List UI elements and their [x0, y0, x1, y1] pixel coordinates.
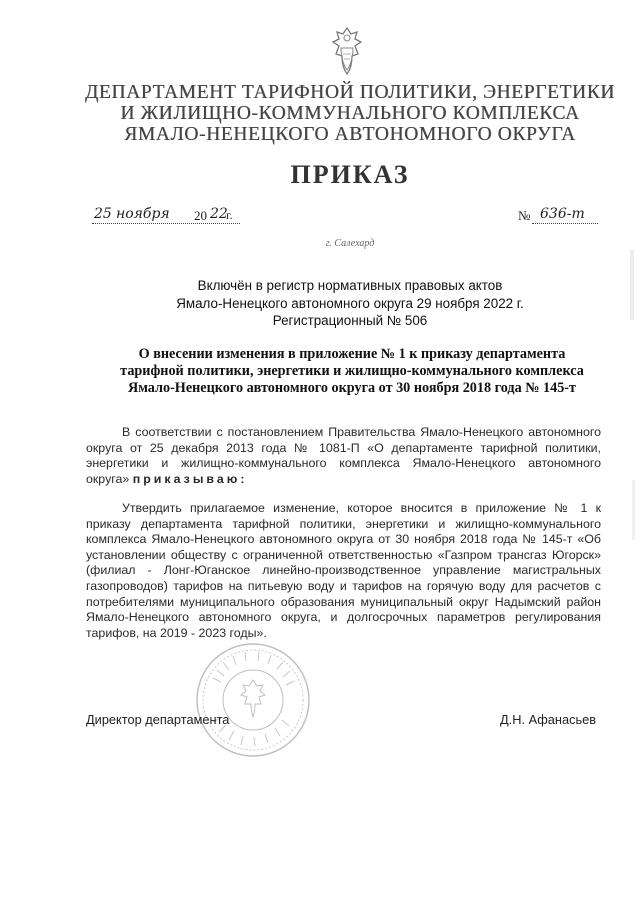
- department-line-2: И ЖИЛИЩНО-КОММУНАЛЬНОГО КОМПЛЕКСА: [120, 103, 580, 124]
- department-line-3: ЯМАЛО-НЕНЕЦКОГО АВТОНОМНОГО ОКРУГА: [124, 124, 576, 145]
- registration-line-1: Включён в регистр нормативных правовых актов: [197, 278, 503, 293]
- date-underline: [92, 223, 240, 224]
- scan-artifact: [632, 480, 635, 540]
- subject-line-2: тарифной политики, энергетики и жилищно-коммунального комплекса: [120, 363, 584, 379]
- date-month: ноября: [116, 206, 170, 222]
- order-subject: [86, 346, 618, 397]
- date-year-prefix: 20: [194, 208, 207, 223]
- coat-of-arms-icon: [328, 26, 366, 76]
- subject-line-1: О внесении изменения в приложение № 1 к приказу департамента: [138, 346, 566, 362]
- signatory-role: Директор департамента: [86, 712, 230, 727]
- date-suffix: г.: [226, 208, 233, 222]
- department-title: [60, 82, 640, 145]
- registration-line-2: Ямало-Ненецкого автономного округа 29 ноября 2022 г.: [176, 295, 524, 311]
- department-line-1: ДЕПАРТАМЕНТ ТАРИФНОЙ ПОЛИТИКИ, ЭНЕРГЕТИКИ: [85, 82, 615, 103]
- city: г. Салехард: [325, 238, 375, 249]
- number-underline: [532, 223, 598, 224]
- preamble-text: В соответствии с постановлением Правительства Ямало-Ненецкого автономного округа от 25 декабря 2013 года № 1081-П «О департаменте тарифной политики, энергетики и жилищно-коммунального комплекса Ямало-Ненецкого автономного округа»: [86, 425, 601, 486]
- number-value: 636-т: [540, 206, 585, 222]
- registration-line-3: Регистрационный № 506: [272, 313, 428, 328]
- scan-artifact: [630, 250, 634, 320]
- subject-line-3: Ямало-Ненецкого автономного округа от 30 ноября 2018 года № 145-т: [127, 380, 576, 396]
- number-sign: №: [518, 208, 531, 223]
- order-command: приказываю:: [132, 471, 248, 486]
- decision-paragraph: Утвердить прилагаемое изменение, которое вносится в приложение № 1 к приказу департамента тарифной политики, энергетики и жилищно-коммунального комплекса Ямало-Ненецкого автономного округа от 30 ноября 2018 года № 145-т «Об установлении обществу с ограниченной ответственностью «Газпром трансгаз Югорск» (филиал - Лонг-Юганское линейно-производственное управление магистральных газопроводов) тарифов на питьевую воду и тарифов на горячую воду для расчетов с потребителями муниципального образования муниципальный округ Надымский район Ямало-Ненецкого автономного округа, и долгосрочных параметров регулирования тарифов, на 2019 - 2023 годы».: [86, 501, 601, 640]
- signatory-name: Д.Н. Афанасьев: [500, 712, 597, 727]
- date-day: 25: [94, 206, 112, 222]
- preamble-paragraph: [86, 425, 601, 487]
- official-seal-icon: [193, 640, 313, 760]
- order-number: [518, 206, 598, 226]
- registration-note: [150, 277, 550, 330]
- date-year: 22: [210, 206, 228, 222]
- order-date: [92, 206, 240, 226]
- document-type: ПРИКАЗ: [290, 160, 410, 189]
